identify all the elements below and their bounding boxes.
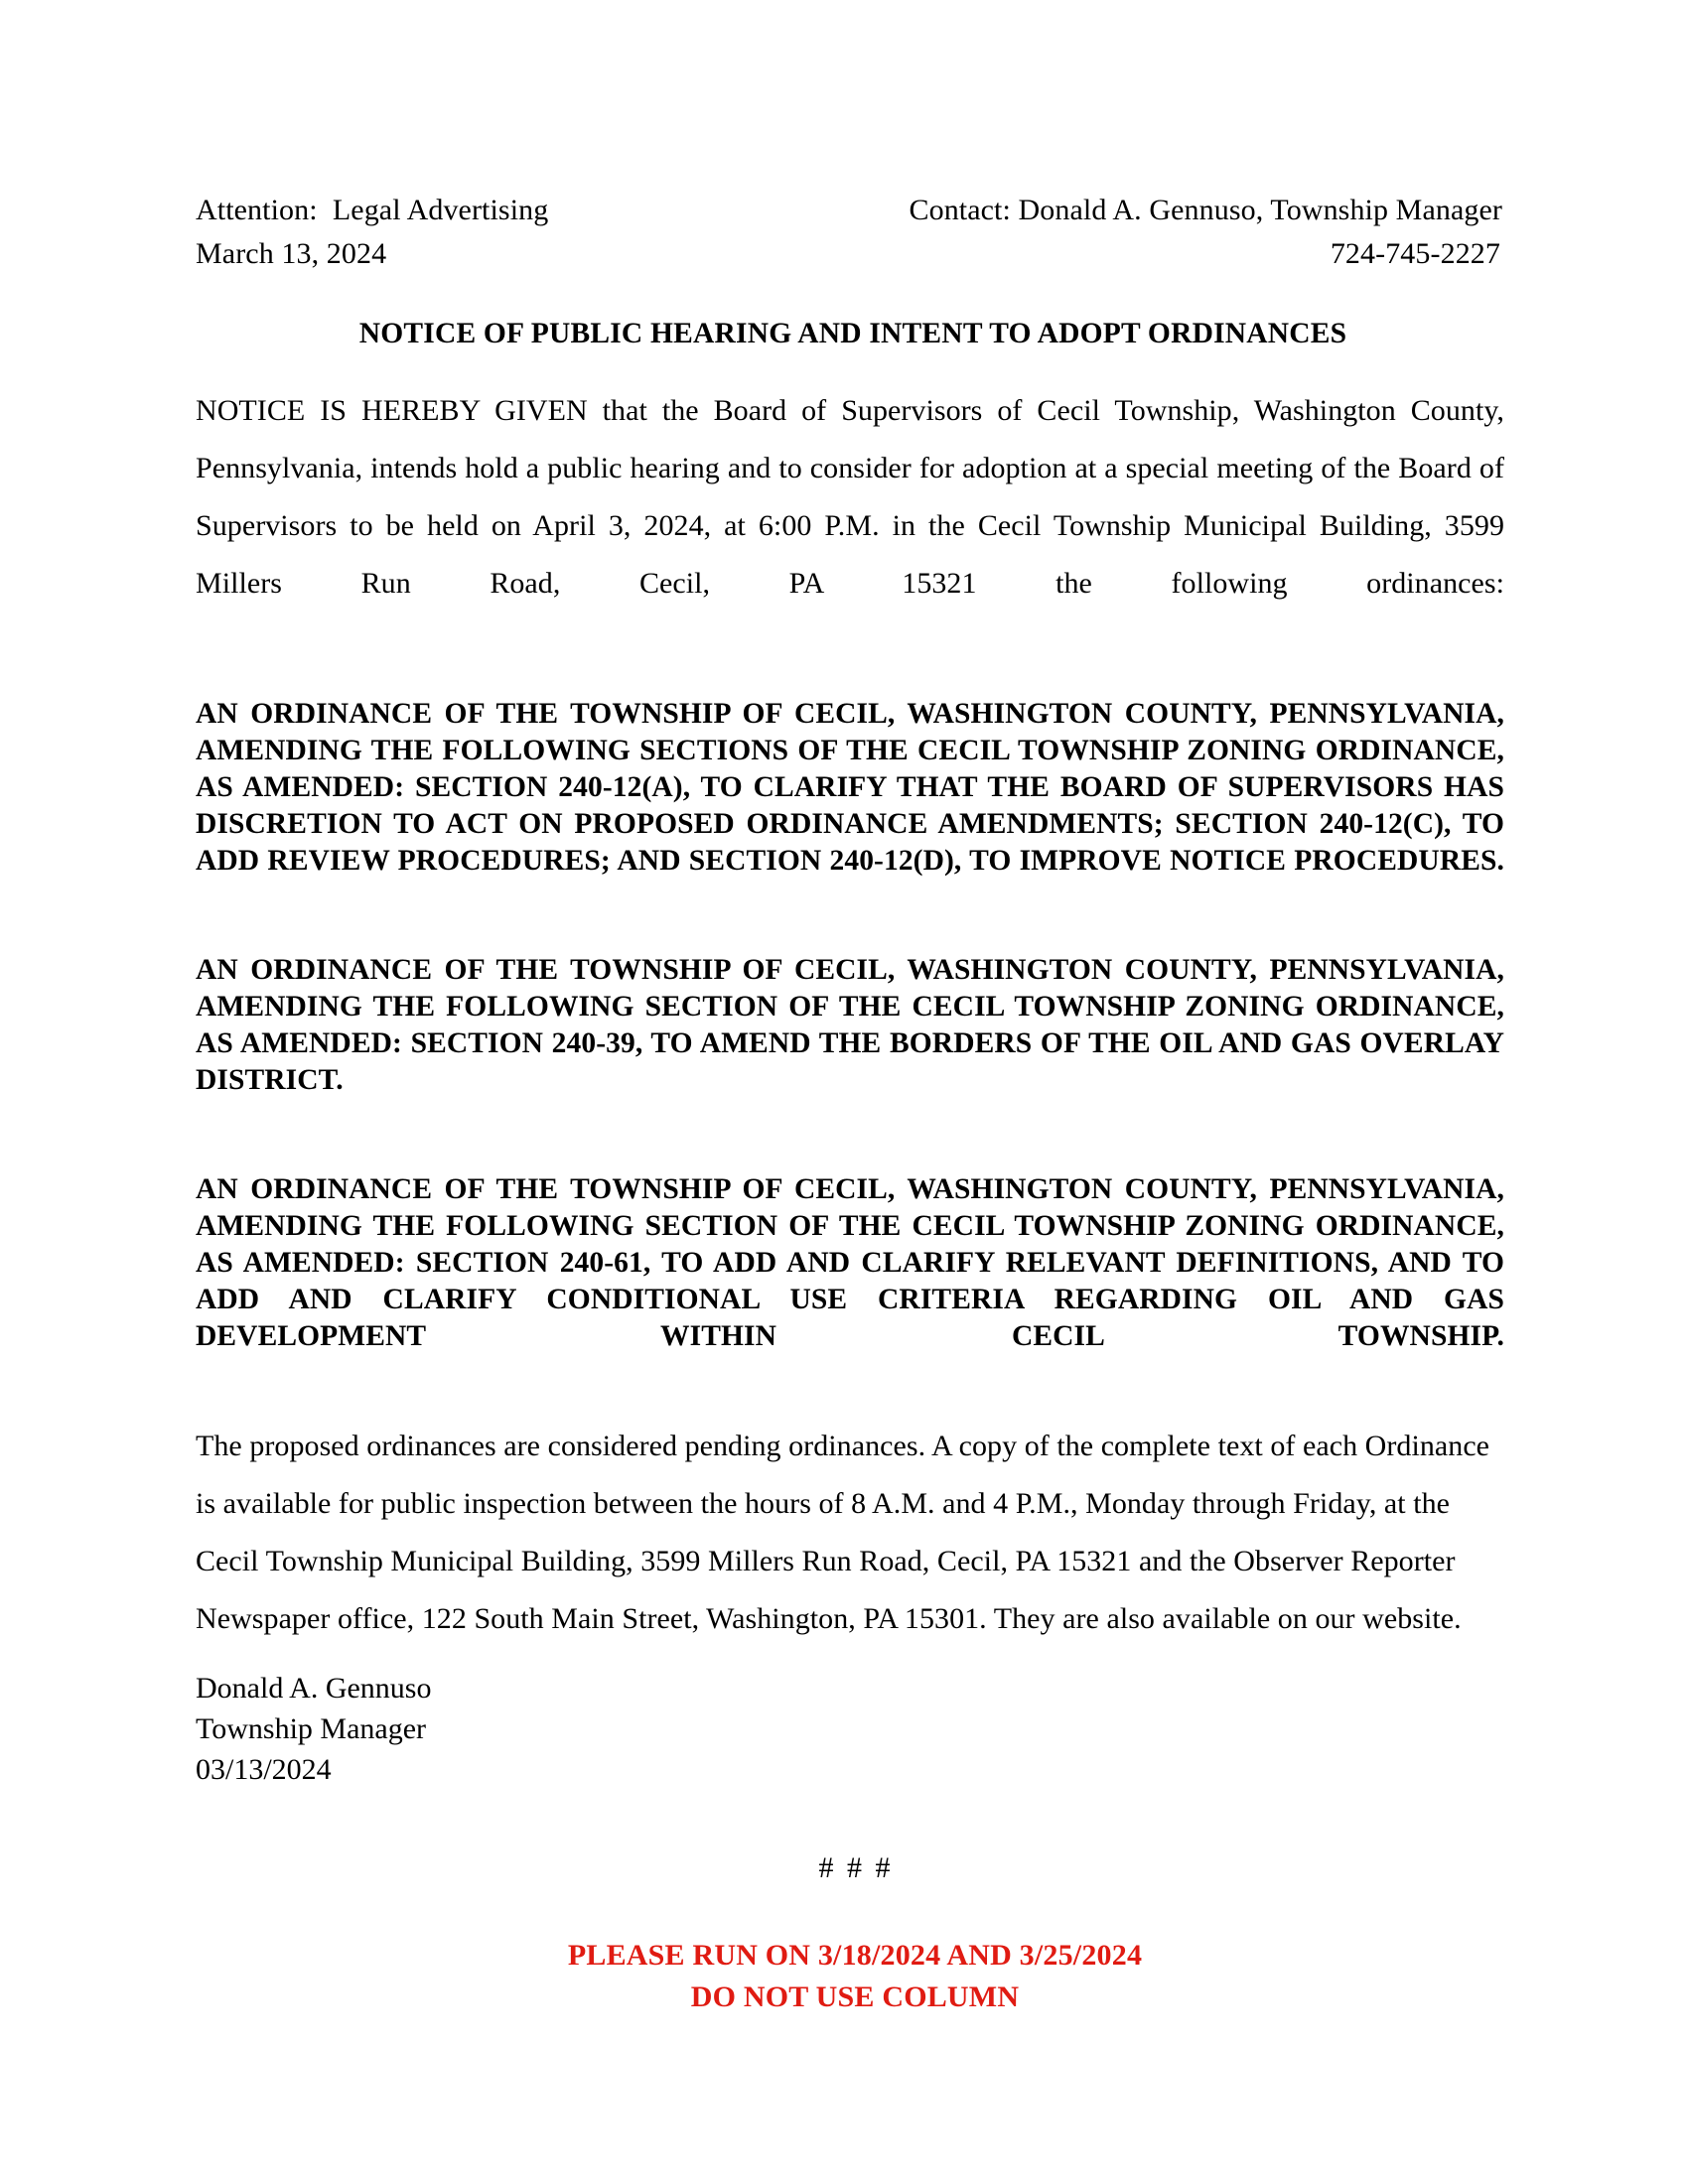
column-instruction: DO NOT USE COLUMN	[690, 1980, 1020, 2013]
end-of-document-mark: # # #	[818, 1851, 894, 1884]
date-line: March 13, 2024	[196, 237, 387, 270]
publication-instructions	[196, 1935, 1504, 2018]
intro-paragraph: NOTICE IS HEREBY GIVEN that the Board of Supervisors of Cecil Township, Washington County, Pennsylvania, intends hold a public hearing and to consider for adoption at a special meeting of the Board of Supervisors to be held on April 3, 2024, at 6:00 P.M. in the Cecil Township Municipal Building, 3599 Millers Run Road, Cecil, PA 15321 the following ordinances:	[196, 394, 1504, 600]
contact-line: Contact: Donald A. Gennuso, Township Manager	[909, 194, 1502, 226]
header-row-attention	[196, 189, 1504, 232]
header-row-date	[196, 232, 1504, 276]
ordinance-item-1: AN ORDINANCE OF THE TOWNSHIP OF CECIL, WASHINGTON COUNTY, PENNSYLVANIA, AMENDING THE FOLLOWING SECTIONS OF THE CECIL TOWNSHIP ZONING ORDINANCE, AS AMENDED: SECTION 240-12(A), TO CLARIFY THAT THE BOARD OF SUPERVISORS HAS DISCRETION TO ACT ON PROPOSED ORDINANCE AMENDMENTS; SECTION 240-12(C), TO ADD REVIEW PROCEDURES; AND SECTION 240-12(D), TO IMPROVE NOTICE PROCEDURES.	[196, 698, 1504, 877]
signature-name: Donald A. Gennuso	[196, 1672, 432, 1705]
page-title: NOTICE OF PUBLIC HEARING AND INTENT TO ADOPT ORDINANCES	[358, 318, 1347, 349]
signature-block	[196, 1668, 1504, 1790]
phone-number: 724-745-2227	[1330, 237, 1500, 270]
closing-paragraph: The proposed ordinances are considered pending ordinances. A copy of the complete text of each Ordinance is available for public inspection between the hours of 8 A.M. and 4 P.M., Monday through Friday, at the Cecil Township Municipal Building, 3599 Millers Run Road, Cecil, PA 15321 and the Observer Reporter Newspaper office, 122 South Main Street, Washington, PA 15301. They are also available on our website.	[196, 1430, 1490, 1635]
ordinance-item-2: AN ORDINANCE OF THE TOWNSHIP OF CECIL, WASHINGTON COUNTY, PENNSYLVANIA, AMENDING THE FOLLOWING SECTION OF THE CECIL TOWNSHIP ZONING ORDINANCE, AS AMENDED: SECTION 240-39, TO AMEND THE BORDERS OF THE OIL AND GAS OVERLAY DISTRICT.	[196, 954, 1504, 1096]
document-header	[196, 189, 1504, 276]
signature-role: Township Manager	[196, 1712, 427, 1745]
signature-date: 03/13/2024	[196, 1753, 332, 1786]
attention-line: Attention: Legal Advertising	[196, 194, 549, 226]
run-dates-instruction: PLEASE RUN ON 3/18/2024 AND 3/25/2024	[567, 1939, 1143, 1972]
ordinance-item-3: AN ORDINANCE OF THE TOWNSHIP OF CECIL, WASHINGTON COUNTY, PENNSYLVANIA, AMENDING THE FOLLOWING SECTION OF THE CECIL TOWNSHIP ZONING ORDINANCE, AS AMENDED: SECTION 240-61, TO ADD AND CLARIFY RELEVANT DEFINITIONS, AND TO ADD AND CLARIFY CONDITIONAL USE CRITERIA REGARDING OIL AND GAS DEVELOPMENT WITHIN CECIL TOWNSHIP.	[196, 1173, 1504, 1352]
